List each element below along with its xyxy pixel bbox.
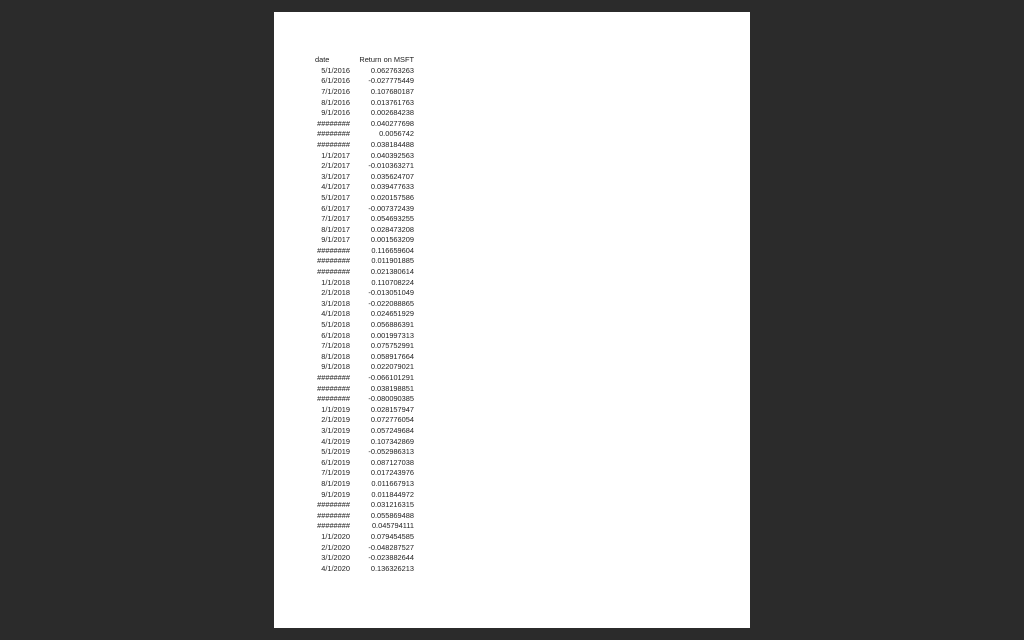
- table-row: [312, 108, 422, 119]
- return-cell: 0.087127038: [370, 457, 414, 467]
- date-cell: 8/1/2018: [321, 351, 350, 361]
- return-cell: 0.057249684: [370, 425, 414, 435]
- return-cell: 0.116659604: [371, 245, 414, 255]
- return-cell: 0.040392563: [370, 150, 414, 160]
- return-cell: -0.022088865: [368, 298, 414, 308]
- date-cell: 2/1/2018: [321, 288, 350, 298]
- table-row: [312, 394, 422, 405]
- table-row: [312, 564, 422, 575]
- date-cell: ########: [317, 256, 350, 266]
- date-cell: ########: [317, 129, 350, 139]
- table-row: [312, 553, 422, 564]
- return-cell: 0.040277698: [370, 118, 414, 128]
- table-row: [312, 479, 422, 490]
- table-row: [312, 87, 422, 98]
- date-cell: 1/1/2018: [321, 277, 350, 287]
- return-cell: 0.062763263: [370, 65, 414, 75]
- return-cell: -0.048287527: [368, 542, 414, 552]
- return-cell: -0.027775449: [368, 76, 414, 86]
- table-row: [312, 362, 422, 373]
- date-cell: 2/1/2019: [321, 415, 350, 425]
- table-row: [312, 204, 422, 215]
- date-cell: 4/1/2020: [321, 563, 350, 573]
- table-row: [312, 66, 422, 77]
- table-row: [312, 331, 422, 342]
- return-cell: 0.107342869: [370, 436, 414, 446]
- table-row: [312, 405, 422, 416]
- date-cell: 7/1/2016: [321, 86, 350, 96]
- return-cell: 0.038198851: [370, 383, 414, 393]
- table-row: [312, 193, 422, 204]
- table-row: [312, 447, 422, 458]
- date-cell: 9/1/2017: [321, 235, 350, 245]
- date-cell: 9/1/2019: [321, 489, 350, 499]
- return-cell: 0.107680187: [370, 86, 414, 96]
- table-row: [312, 500, 422, 511]
- return-cell: -0.010363271: [368, 161, 414, 171]
- table-row: [312, 235, 422, 246]
- return-cell: 0.021380614: [370, 267, 414, 277]
- date-cell: 1/1/2019: [321, 404, 350, 414]
- table-row: [312, 532, 422, 543]
- date-cell: 1/1/2017: [321, 150, 350, 160]
- table-row: [312, 341, 422, 352]
- return-cell: 0.035624707: [370, 171, 414, 181]
- date-cell: 8/1/2019: [321, 478, 350, 488]
- date-cell: 1/1/2020: [321, 531, 350, 541]
- document-page: [274, 12, 750, 628]
- table-row: [312, 246, 422, 257]
- return-cell: -0.007372439: [368, 203, 414, 213]
- return-cell: -0.023882644: [368, 553, 414, 563]
- date-cell: ########: [317, 500, 350, 510]
- date-cell: ########: [317, 245, 350, 255]
- table-row: [312, 384, 422, 395]
- table-row: [312, 256, 422, 267]
- date-column-header: date: [315, 55, 330, 64]
- date-cell: ########: [317, 267, 350, 277]
- date-cell: 4/1/2017: [321, 182, 350, 192]
- table-row: [312, 267, 422, 278]
- date-cell: 6/1/2019: [321, 457, 350, 467]
- table-row: [312, 129, 422, 140]
- return-cell: -0.013051049: [368, 288, 414, 298]
- date-cell: ########: [317, 383, 350, 393]
- date-cell: 4/1/2018: [321, 309, 350, 319]
- table-row: [312, 468, 422, 479]
- date-cell: ########: [317, 139, 350, 149]
- table-row: [312, 309, 422, 320]
- return-cell: 0.038184488: [370, 139, 414, 149]
- table-row: [312, 225, 422, 236]
- table-row: [312, 352, 422, 363]
- return-cell: 0.028473208: [370, 224, 414, 234]
- return-cell: 0.072776054: [370, 415, 414, 425]
- return-column-header: Return on MSFT: [359, 55, 414, 64]
- date-cell: 9/1/2016: [321, 108, 350, 118]
- date-cell: 8/1/2016: [321, 97, 350, 107]
- return-cell: 0.002684238: [370, 108, 414, 118]
- return-cell: 0.017243976: [370, 468, 414, 478]
- date-cell: 8/1/2017: [321, 224, 350, 234]
- date-cell: 5/1/2017: [321, 192, 350, 202]
- date-cell: 5/1/2018: [321, 320, 350, 330]
- return-cell: 0.045794111: [371, 521, 414, 531]
- table-row: [312, 161, 422, 172]
- return-cell: 0.013761763: [370, 97, 414, 107]
- return-cell: 0.031216315: [370, 500, 414, 510]
- date-cell: 7/1/2017: [321, 214, 350, 224]
- return-cell: -0.066101291: [368, 373, 414, 383]
- table-row: [312, 426, 422, 437]
- return-cell: 0.0056742: [379, 129, 414, 139]
- table-row: [312, 76, 422, 87]
- return-cell: 0.020157586: [370, 192, 414, 202]
- table-body: [312, 66, 422, 575]
- return-cell: 0.022079021: [370, 362, 414, 372]
- table-row: [312, 320, 422, 331]
- return-cell: 0.028157947: [370, 404, 414, 414]
- return-cell: 0.011901885: [371, 256, 414, 266]
- table-row: [312, 458, 422, 469]
- date-cell: 3/1/2020: [321, 553, 350, 563]
- date-cell: 3/1/2019: [321, 425, 350, 435]
- return-cell: 0.058917664: [370, 351, 414, 361]
- date-cell: 2/1/2017: [321, 161, 350, 171]
- return-cell: 0.011667913: [371, 478, 414, 488]
- table-row: [312, 299, 422, 310]
- table-row: [312, 98, 422, 109]
- date-cell: 3/1/2018: [321, 298, 350, 308]
- spreadsheet-table: [312, 55, 422, 574]
- table-row: [312, 151, 422, 162]
- date-cell: ########: [317, 521, 350, 531]
- date-cell: 5/1/2019: [321, 447, 350, 457]
- table-row: [312, 511, 422, 522]
- date-cell: 5/1/2016: [321, 65, 350, 75]
- date-cell: ########: [317, 510, 350, 520]
- return-cell: -0.052986313: [368, 447, 414, 457]
- date-cell: 6/1/2018: [321, 330, 350, 340]
- table-row: [312, 490, 422, 501]
- date-cell: 2/1/2020: [321, 542, 350, 552]
- return-cell: 0.024651929: [370, 309, 414, 319]
- table-row: [312, 140, 422, 151]
- date-cell: 7/1/2018: [321, 341, 350, 351]
- table-row: [312, 172, 422, 183]
- return-cell: 0.079454585: [370, 531, 414, 541]
- table-row: [312, 278, 422, 289]
- date-cell: ########: [317, 118, 350, 128]
- return-cell: 0.055869488: [370, 510, 414, 520]
- table-row: [312, 543, 422, 554]
- return-cell: 0.001997313: [370, 330, 414, 340]
- table-row: [312, 373, 422, 384]
- table-row: [312, 437, 422, 448]
- return-cell: 0.056886391: [370, 320, 414, 330]
- table-row: [312, 521, 422, 532]
- return-cell: 0.011844972: [371, 489, 414, 499]
- return-cell: 0.110708224: [371, 277, 414, 287]
- table-row: [312, 182, 422, 193]
- return-cell: 0.136326213: [370, 563, 414, 573]
- date-cell: 6/1/2016: [321, 76, 350, 86]
- table-row: [312, 119, 422, 130]
- date-cell: 9/1/2018: [321, 362, 350, 372]
- date-cell: 4/1/2019: [321, 436, 350, 446]
- table-header: [312, 55, 422, 66]
- date-cell: 7/1/2019: [321, 468, 350, 478]
- return-cell: -0.080090385: [368, 394, 414, 404]
- date-cell: ########: [317, 394, 350, 404]
- return-cell: 0.054693255: [370, 214, 414, 224]
- date-cell: 3/1/2017: [321, 171, 350, 181]
- date-cell: 6/1/2017: [321, 203, 350, 213]
- table-row: [312, 288, 422, 299]
- table-row: [312, 415, 422, 426]
- return-cell: 0.001563209: [370, 235, 414, 245]
- return-cell: 0.075752991: [370, 341, 414, 351]
- date-cell: ########: [317, 373, 350, 383]
- return-cell: 0.039477633: [370, 182, 414, 192]
- table-row: [312, 214, 422, 225]
